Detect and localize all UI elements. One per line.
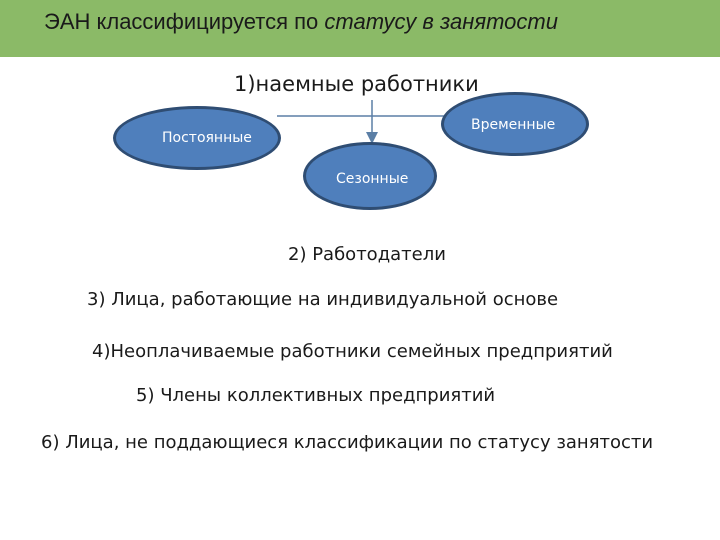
node-permanent	[113, 106, 281, 170]
list-item-family-workers: 4)Неоплачиваемые работники семейных предприятий	[92, 341, 613, 362]
node-temporary	[441, 92, 589, 156]
node-seasonal-label: Сезонные	[336, 171, 409, 187]
node-temporary-label: Временные	[471, 117, 556, 133]
node-seasonal	[303, 142, 437, 210]
node-permanent-label: Постоянные	[162, 130, 252, 146]
list-item-self-employed: 3) Лица, работающие на индивидуальной основе	[87, 289, 559, 310]
list-item-cooperative-members: 5) Члены коллективных предприятий	[136, 385, 496, 406]
list-item-unclassifiable: 6) Лица, не поддающиеся классификации по статусу занятости	[41, 432, 654, 453]
diagram-title: 1)наемные работники	[234, 72, 479, 96]
list-item-employers: 2) Работодатели	[288, 244, 446, 265]
title-plain: ЭАН классифицируется по	[44, 9, 325, 34]
title-italic: статусу в занятости	[324, 9, 558, 34]
